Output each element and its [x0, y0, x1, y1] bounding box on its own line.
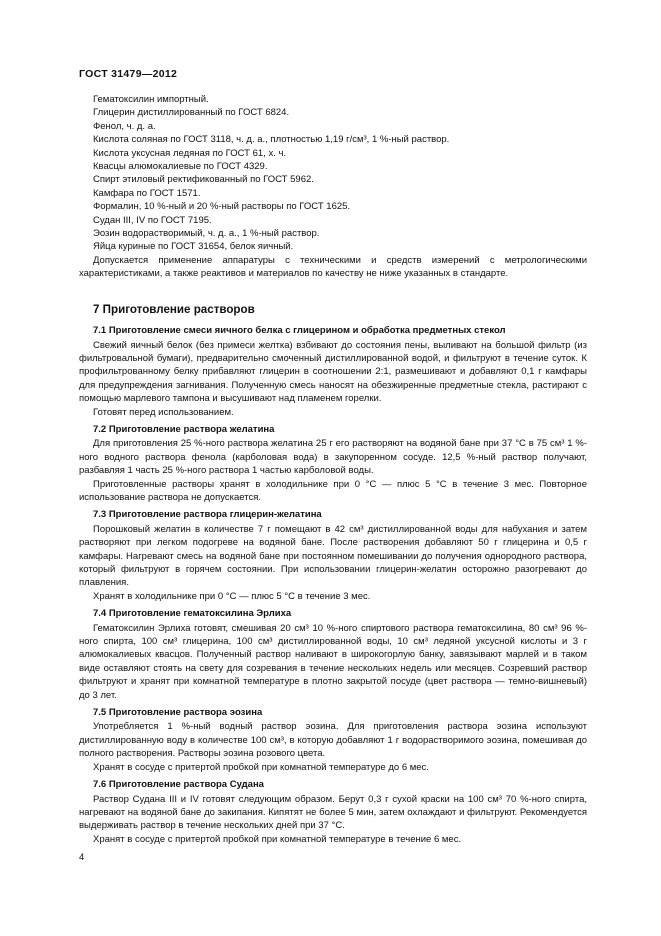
list-item: Эозин водорастворимый, ч. д. а., 1 %-ный раствор.: [93, 228, 320, 240]
document-body: [79, 93, 587, 846]
subsection-title: 7.2 Приготовление раствора желатина: [93, 423, 275, 435]
paragraph: Порошковый желатин в количестве 7 г помещают в 42 см³ дистиллированной воды для набухания и затем растворяют при легком подогреве на водяной бане. После растворения добавляют 50 г глицерина и 0,5 г камфары. Нагревают смесь на водяной бане при постоянном помешивании до получения однородного раствора, который фильтруют в горячем состоянии. При использовании глицерин-желатин осторожно разогревают до плавления.: [79, 523, 587, 589]
paragraph: Свежий яичный белок (без примеси желтка) взбивают до состояния пены, выливают на большой фильтр (из фильтровальной бумаги), предварительно смоченный дистиллированной водой, и фильтруют в течение суток. К профильтрованному белку прибавляют глицерин в соотношении 2:1, размешивают и добавляют 0,1 г камфары для предупреждения загнивания. Полученную смесь наносят на обезжиренные предметные стекла, растирают с помощью марлевого тампона и высушивают над пламенем горелки.: [79, 339, 587, 405]
page-number: 4: [79, 852, 85, 863]
list-item: Яйца куриные по ГОСТ 31654, белок яичный.: [93, 241, 294, 253]
document-header: ГОСТ 31479—2012: [79, 68, 178, 80]
paragraph: Раствор Судана III и IV готовят следующим образом. Берут 0,3 г сухой краски на 100 см³ 70 %-ного спирта, нагревают на водяной бане до закипания. Кипятят не более 5 мин, затем охлаждают и фильтруют. Рекомендуется выдерживать раствор в течение нескольких дней при 37 °С.: [79, 793, 587, 832]
list-item: Камфара по ГОСТ 1571.: [93, 187, 201, 199]
paragraph: Готовят перед использованием.: [93, 406, 234, 418]
list-item: Судан III, IV по ГОСТ 7195.: [93, 214, 212, 226]
subsection-title: 7.4 Приготовление гематоксилина Эрлиха: [93, 608, 292, 620]
list-item: Формалин, 10 %-ный и 20 %-ный растворы по ГОСТ 1625.: [93, 201, 351, 213]
subsection-title: 7.6 Приготовление раствора Судана: [93, 779, 264, 791]
paragraph: Хранят в сосуде с притертой пробкой при комнатной температуре до 6 мес.: [93, 761, 429, 773]
paragraph: Для приготовления 25 %-ного раствора желатина 25 г его растворяют на водяной бане при 37 °С в 75 см³ 1 %-ного водного раствора фенола (карболовая вода) в закупоренном сосуде. 12,5 %-ный раствор получают, разбавляя 1 часть 25 %-ного раствора 1 частью карболовой воды.: [79, 438, 587, 477]
list-item: Спирт этиловый ректификованный по ГОСТ 5962.: [93, 174, 314, 186]
subsection-title: 7.3 Приготовление раствора глицерин-желатина: [93, 509, 322, 521]
subsection-title: 7.1 Приготовление смеси яичного белка с глицерином и обработка предметных стекол: [93, 325, 506, 337]
paragraph: Хранят в холодильнике при 0 °С — плюс 5 °С в течение 3 мес.: [93, 590, 371, 602]
paragraph: Хранят в сосуде с притертой пробкой при комнатной температуре в течение 6 мес.: [93, 833, 462, 845]
paragraph: Употребляется 1 %-ный водный раствор эозина. Для приготовления раствора эозина используют дистиллированную воду в количестве 100 см³, в которую добавляют 1 г водорастворимого эозина, помешивая до полного растворения. Растворы эозина розового цвета.: [79, 721, 587, 760]
list-item: Фенол, ч. д. а.: [93, 120, 156, 132]
paragraph: Приготовленные растворы хранят в холодильнике при 0 °С — плюс 5 °С в течение 3 мес. Повторное использование раствора не допускается.: [79, 478, 587, 503]
materials-list: [79, 93, 587, 254]
paragraph: Гематоксилин Эрлиха готовят, смешивая 20 см³ 10 %-ного спиртового раствора гематоксилина, 80 см³ 96 %-ного спирта, 100 см³ глицерина, 100 см³ дистиллированной воды, 10 см³ ледяной уксусной кислоты и 3 г алюмокалиевых квасцов. Полученный раствор наливают в широкогорлую банку, завязывают марлей и в таком виде оставляют стоять на свету для созревания в течение нескольких недель или месяцев. Созревший раствор фильтруют и хранят при комнатной температуре в плотно закрытой посуде (цвет раствора — темно-вишневый) до 3 лет.: [79, 622, 587, 701]
list-item: Глицерин дистиллированный по ГОСТ 6824.: [93, 107, 290, 119]
list-item: Гематоксилин импортный.: [93, 94, 209, 105]
list-item: Кислота соляная по ГОСТ 3118, ч. д. а., плотностью 1,19 г/см³, 1 %-ный раствор.: [93, 134, 450, 146]
materials-note: Допускается применение аппаратуры с техническими и средств измерений с метрологическими характеристиками, а также реактивов и материалов по качеству не ниже указанных в стандарте.: [79, 254, 587, 280]
list-item: Кислота уксусная ледяная по ГОСТ 61, х. ч.: [93, 147, 287, 159]
subsection-title: 7.5 Приготовление раствора эозина: [93, 707, 263, 719]
list-item: Квасцы алюмокалиевые по ГОСТ 4329.: [93, 161, 268, 173]
section-title: 7 Приготовление растворов: [93, 302, 255, 316]
